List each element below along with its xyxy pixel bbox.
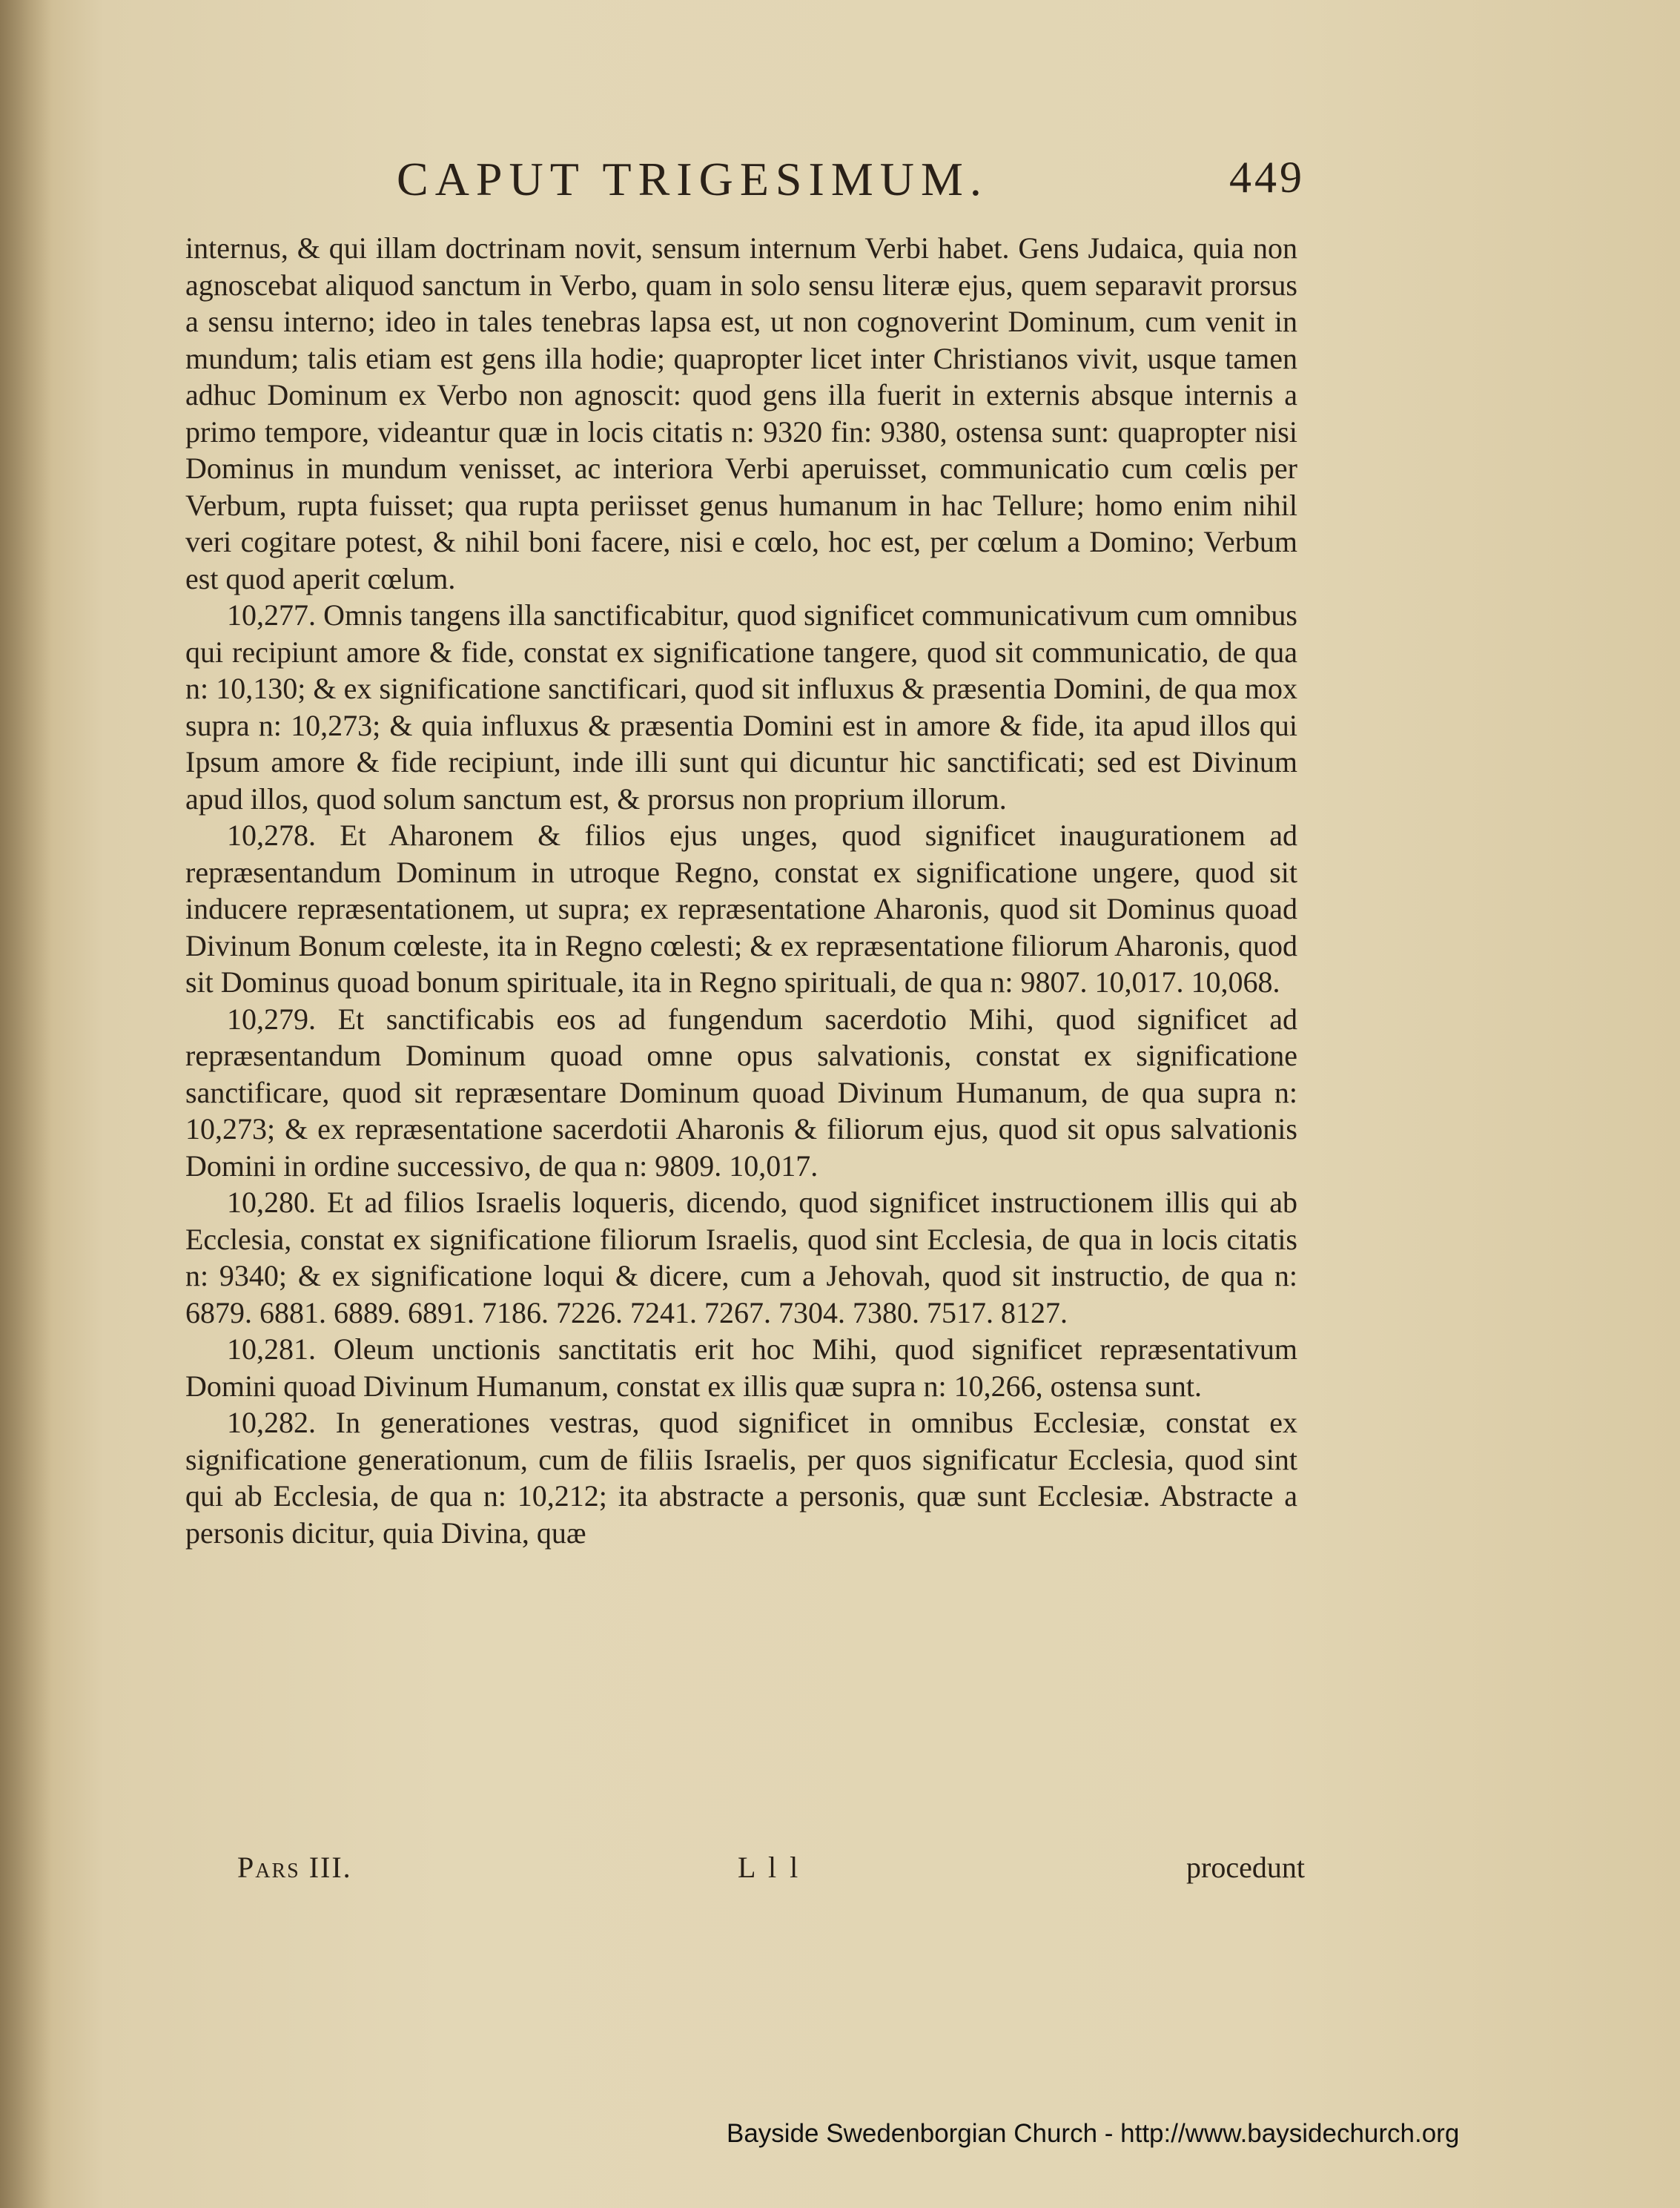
paragraph-10279: 10,279. Et sanctificabis eos ad fungendum sacerdotio Mihi, quod significet ad repræsentandum Dominum quoad omne opus salvationis, constat ex significatione sanctificare, quod sit repræsentare Dominum quoad Divinum Humanum, de qua supra n: 10,273; & ex repræsentatione sacerdotii Aharonis & filiorum ejus, quod sit opus salvationis Domini in ordine successivo, de qua n: 9809. 10,017. — [185, 1002, 1297, 1183]
watermark-caption: Bayside Swedenborgian Church - http://www.baysidechurch.org — [727, 2119, 1460, 2148]
page-footer — [185, 1850, 1305, 1894]
catchword: procedunt — [1186, 1851, 1305, 1884]
part-signature: Pars III. — [237, 1851, 352, 1884]
paragraph-10278: 10,278. Et Aharonem & filios ejus unges, quod significet inaugurationem ad repræsentandum Dominum in utroque Regno, constat ex significatione ungere, quod sit inducere repræsentationem, ut supra; ex repræsentatione Aharonis, quod sit Dominus quoad Divinum Bonum cœleste, ita in Regno cœlesti; & ex repræsentatione filiorum Aharonis, quod sit Dominus quoad bonum spirituale, ita in Regno spirituali, de qua n: 9807. 10,017. 10,068. — [185, 819, 1297, 999]
sheet-mark: L l l — [738, 1851, 801, 1884]
paragraph-continuation: internus, & qui illam doctrinam novit, sensum internum Verbi habet. Gens Judaica, quia non agnoscebat aliquod sanctum in Verbo, quam in solo sensu literæ ejus, quem separavit prorsus a sensu interno; ideo in tales tenebras lapsa est, ut non cognoverint Dominum, cum venit in mundum; talis etiam est gens illa hodie; quapropter licet inter Christianos vivit, usque tamen adhuc Dominum ex Verbo non agnoscit: quod gens illa fuerit in externis absque internis a primo tempore, videantur quæ in locis citatis n: 9320 fin: 9380, ostensa sunt: quapropter nisi Dominus in mundum venisset, ac interiora Verbi aperuisset, communicatio cum cœlis per Verbum, rupta fuisset; qua rupta periisset genus humanum in hac Tellure; homo enim nihil veri cogitare potest, & nihil boni facere, nisi e cœlo, hoc est, per cœlum a Domino; Verbum est quod aperit cœlum. — [185, 231, 1297, 595]
paragraph-10277: 10,277. Omnis tangens illa sanctificabitur, quod significet communicativum cum omnibus qui recipiunt amore & fide, constat ex significatione tangere, quod sit communicatio, de qua n: 10,130; & ex significatione sanctificari, quod sit influxus & præsentia Domini, de qua mox supra n: 10,273; & quia influxus & præsentia Domini est in amore & fide, ita apud illos qui Ipsum amore & fide recipiunt, inde illi sunt qui dicuntur hic sanctificati; sed est Divinum apud illos, quod solum sanctum est, & prorsus non proprium illorum. — [185, 598, 1297, 816]
running-title: CAPUT TRIGESIMUM. — [397, 153, 988, 205]
body-text — [185, 230, 1297, 1551]
paragraph-10280: 10,280. Et ad filios Israelis loqueris, dicendo, quod significet instructionem illis qui ab Ecclesia, constat ex significatione filiorum Israelis, quod sint Ecclesia, de qua in locis citatis n: 9340; & ex significatione loqui & dicere, cum a Jehovah, quod sit instructio, de qua n: 6879. 6881. 6889. 6891. 7186. 7226. 7241. 7267. 7304. 7380. 7517. 8127. — [185, 1186, 1297, 1329]
page-header — [185, 152, 1305, 219]
paragraph-10282: 10,282. In generationes vestras, quod significet in omnibus Ecclesiæ, constat ex significatione generationum, cum de filiis Israelis, per quos significatur Ecclesia, quod sint qui ab Ecclesia, de qua n: 10,212; ita abstracte a personis, quæ sunt Ecclesiæ. Abstracte a personis dicitur, quia Divina, quæ — [185, 1406, 1297, 1550]
gutter-shadow — [0, 0, 52, 2208]
page-number: 449 — [1229, 153, 1305, 202]
paragraph-10281: 10,281. Oleum unctionis sanctitatis erit hoc Mihi, quod significet repræsentativum Domini quoad Divinum Humanum, constat ex illis quæ supra n: 10,266, ostensa sunt. — [185, 1332, 1297, 1403]
